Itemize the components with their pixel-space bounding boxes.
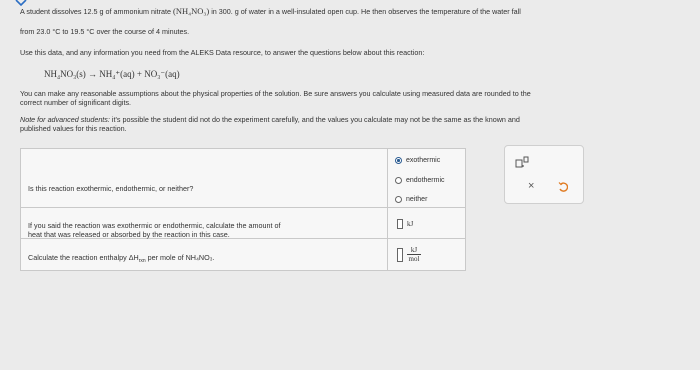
note-text: it's possible the student did not do the experiment carefully, and the values you calculate may not be the same as the known and <box>109 115 520 124</box>
intro-text-a: A student dissolves 12.5 g of ammonium nitrate <box>20 7 172 16</box>
question-2-line-2: heat that was released or absorbed by the reaction in this case. <box>28 230 230 239</box>
enthalpy-answer <box>397 246 421 263</box>
question-1-text: Is this reaction exothermic, endothermic, or neither? <box>28 184 194 193</box>
unit-numerator: kJ <box>410 246 418 254</box>
radio-exothermic[interactable] <box>395 157 402 164</box>
assumptions-line-1: You can make any reasonable assumptions about the physical properties of the solution. Be sure answers you calculate using measured data are rounded to the <box>20 89 531 98</box>
answer-tools-panel <box>504 145 584 204</box>
heat-unit: kJ <box>407 220 414 228</box>
heat-answer <box>397 219 413 229</box>
question-2-line-1: If you said the reaction was exothermic or endothermic, calculate the amount of <box>28 221 281 230</box>
intro-line-3: Use this data, and any information you need from the ALEKS Data resource, to answer the questions below about this reaction: <box>20 48 425 57</box>
intro-text-b: in 300. g of water in a well-insulated open cup. He then observes the temperature of the water fall <box>211 7 521 16</box>
option-exothermic[interactable] <box>395 157 440 164</box>
note-label: Note for advanced students: <box>20 115 110 124</box>
ammonium-nitrate-formula: (NH₄NO₃) <box>173 6 210 16</box>
radio-neither[interactable] <box>395 196 402 203</box>
option-label: exothermic <box>406 157 441 164</box>
radio-endothermic[interactable] <box>395 177 402 184</box>
reaction-equation: NH₄NO₃(s) → NH₄⁺(aq) + NO₃⁻(aq) <box>44 69 180 79</box>
option-neither[interactable] <box>395 196 427 203</box>
unit-denominator: mol <box>408 255 420 263</box>
option-label: endothermic <box>406 177 445 184</box>
note-line-1 <box>20 115 520 124</box>
question-row-3 <box>21 239 465 270</box>
question-3-text-a: Calculate the reaction enthalpy ΔH <box>28 253 139 262</box>
chevron-down-icon[interactable] <box>14 0 28 7</box>
question-3-text <box>28 253 215 266</box>
question-3-text-b: per mole of NH₄NO₃. <box>145 253 215 262</box>
option-label: neither <box>406 196 428 203</box>
enthalpy-input[interactable] <box>397 248 403 262</box>
note-line-2: published values for this reaction. <box>20 124 127 133</box>
option-endothermic[interactable] <box>395 177 445 184</box>
intro-line-1 <box>20 7 521 16</box>
question-table <box>20 148 466 271</box>
kj-per-mol-unit <box>407 246 421 263</box>
close-icon[interactable]: × <box>528 180 535 192</box>
undo-icon[interactable] <box>558 182 568 192</box>
superscript-template-icon[interactable] <box>515 156 531 168</box>
assumptions-line-2: correct number of significant digits. <box>20 98 132 107</box>
rxn-subscript: rxn <box>138 258 146 264</box>
question-row-1 <box>21 149 465 208</box>
heat-input[interactable] <box>397 219 403 229</box>
intro-line-2: from 23.0 °C to 19.5 °C over the course of 4 minutes. <box>20 27 190 36</box>
question-row-2 <box>21 208 465 239</box>
